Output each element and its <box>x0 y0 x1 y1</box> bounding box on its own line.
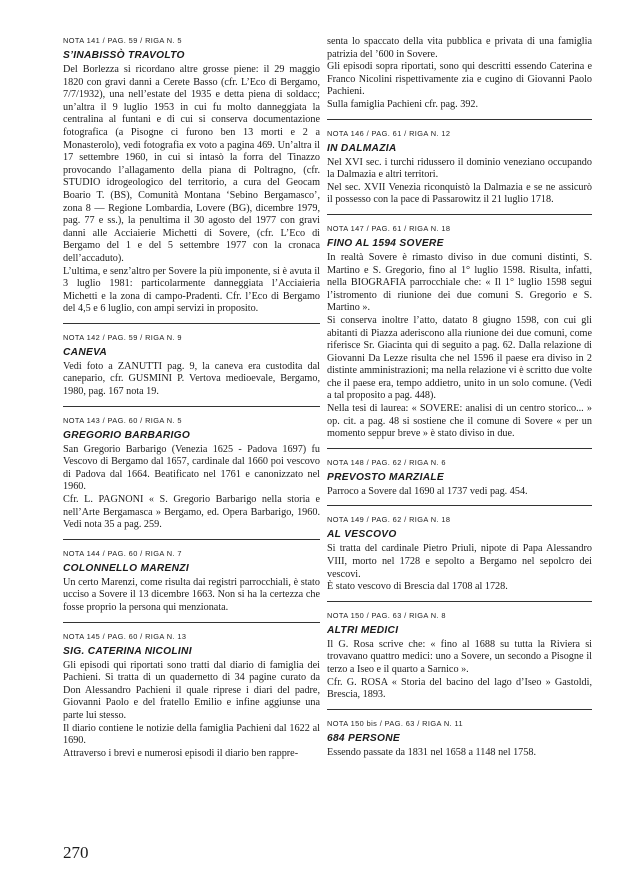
note-reference: NOTA 142 / PAG. 59 / RIGA N. 9 <box>63 332 182 342</box>
note-paragraph: Il diario contiene le notizie della famiglia Pachieni dal 1622 al 1690. <box>63 722 320 747</box>
note-entry <box>327 458 592 507</box>
note-paragraph: Gli episodi sopra riportati, sono qui descritti essendo Caterina e Franco Nicolini rispettivamente zia e cugino di Giovanni Paolo Pachieni. <box>327 61 592 98</box>
note-entry <box>63 416 320 540</box>
note-body <box>63 444 320 532</box>
note-reference: NOTA 143 / PAG. 60 / RIGA N. 5 <box>63 415 182 425</box>
note-reference: NOTA 147 / PAG. 61 / RIGA N. 18 <box>327 223 451 233</box>
note-title: PREVOSTO MARZIALE <box>327 471 444 483</box>
note-paragraph: Cfr. G. ROSA « Storia del bacino del lago d’Iseo » Gastoldi, Brescia, 1893. <box>327 676 592 701</box>
note-entry <box>327 36 592 120</box>
note-paragraph: Si conserva inoltre l’atto, datato 8 giugno 1598, con cui gli abitanti di Piazza aderiscono alla riunione dei due comuni, come riferisce Sr. Giacinta qui di seguito a pag. 62. Dalla relazione di Giovanni Da Lezze risulta che nel 1596 il paese era diviso in 2 distinte amministrazioni; ma nella relazione vi è scritto due volte che il paese era, tempo addietro, unito in un solo comune. (Vedi a tal proposito a pag. 448). <box>327 314 592 402</box>
note-reference: NOTA 141 / PAG. 59 / RIGA N. 5 <box>63 36 182 45</box>
note-body <box>327 252 592 441</box>
note-body <box>63 577 320 615</box>
note-paragraph: Si tratta del cardinale Pietro Priuli, nipote di Papa Alessandro VIII, morto nel 1728 e sepolto a Bergamo nel sepolcro dei vescovi. <box>327 543 592 580</box>
note-body <box>327 486 592 499</box>
note-entry <box>327 224 592 449</box>
note-entry <box>327 515 592 601</box>
note-title: SIG. CATERINA NICOLINI <box>63 645 192 657</box>
note-paragraph: Gli episodi qui riportati sono tratti dal diario di famiglia dei Pachieni. Si tratta di un quadernetto di 34 pagine curato da Don Alessandro Pachieni il quale riprese i diari del padre, Giovanni Paolo e del fratello Emilio e infine aggiunse una parte lui stesso. <box>63 659 320 721</box>
note-paragraph: senta lo spaccato della vita pubblica e privata di una famiglia patrizia del ’600 in Sovere. <box>327 36 592 60</box>
note-paragraph: È stato vescovo di Brescia dal 1708 al 1728. <box>327 581 508 593</box>
note-body <box>327 639 592 702</box>
note-reference: NOTA 146 / PAG. 61 / RIGA N. 12 <box>327 128 451 138</box>
note-body <box>327 543 592 593</box>
note-title: FINO AL 1594 SOVERE <box>327 237 444 249</box>
note-title: IN DALMAZIA <box>327 142 397 154</box>
note-body <box>63 64 320 316</box>
note-title: 684 PERSONE <box>327 732 400 744</box>
note-reference: NOTA 149 / PAG. 62 / RIGA N. 18 <box>327 515 451 525</box>
note-title: COLONNELLO MARENZI <box>63 562 189 574</box>
note-paragraph: Un certo Marenzi, come risulta dai registri parrocchiali, è stato ucciso a Sovere il 13 dicembre 1663. Non si ha la certezza che fosse proprio la persona qui menzionata. <box>63 576 320 613</box>
note-title: AL VESCOVO <box>327 529 397 541</box>
note-title: CANEVA <box>63 346 108 358</box>
left-column <box>63 36 320 776</box>
note-paragraph: Nel sec. XVII Venezia riconquistò la Dalmazia e se ne assicurò il possesso con la pace di Passarowitz il 21 luglio 1718. <box>327 181 592 206</box>
note-reference: NOTA 144 / PAG. 60 / RIGA N. 7 <box>63 548 182 558</box>
note-paragraph: Attraverso i brevi e numerosi episodi il diario ben rappre- <box>63 747 299 759</box>
page-number: 270 <box>63 843 89 862</box>
note-paragraph: Nel XVI sec. i turchi ridussero il dominio veneziano occupando la Dalmazia e altri territori. <box>327 156 592 181</box>
note-title: ALTRI MEDICI <box>327 624 399 636</box>
note-paragraph: San Gregorio Barbarigo (Venezia 1625 - Padova 1697) fu Vescovo di Bergamo dal 1657, cardinale dal 1660 poi vescovo di Padova dal 1664. Beatificato nel 1761 e canonizzato nel 1960. <box>63 443 320 493</box>
note-reference: NOTA 150 bis / PAG. 63 / RIGA N. 11 <box>327 718 463 728</box>
note-paragraph: L’ultima, e senz’altro per Sovere la più imponente, si è avuta il 3 luglio 1981: particolarmente danneggiata l’Acciaieria Michetti e la zona di campo-Pradenti. Cfr. l’Eco di Bergamo del 4,5 e 6 luglio, con ampi servizi in proposito. <box>63 265 320 315</box>
note-reference: NOTA 145 / PAG. 60 / RIGA N. 13 <box>63 631 187 641</box>
note-body <box>63 660 320 761</box>
note-paragraph: Nella tesi di laurea: « SOVERE: analisi di un centro storico... » op. cit. a pag. 48 si sostiene che il comune di Sovere « per un momento seppur breve » è stato diviso in due. <box>327 403 592 440</box>
note-paragraph: Vedi foto a ZANUTTI pag. 9, la caneva era custodita dal canepario, cfr. GUSMINI P. Vertova medioevale, Bergamo, 1980, pag. 167 nota 19. <box>63 360 320 398</box>
note-entry <box>327 129 592 215</box>
note-paragraph: Del Borlezza si ricordano altre grosse piene: il 29 maggio 1820 con gravi danni a Cerete Basso (cfr. L’Eco di Bergamo, 7/7/1932), una nell’estate del 1935 e detta piena di soldacc; un’altra il 9 luglio 1953 in cui fu molto danneggiata la centralina al funtani e di cui si conserva documentazione fotografica (a Pisogne ci furono ben 13 morti e 2 a Monasterolo), vedi fotografia ex voto a pagina 469. Un’altra il 17 settembre 1960, in cui si intasò la forra del Tinazzo provocando l’allagamento della piana di Poltragno, (cfr. STUDIO idrogeologico del territorio, a cura del Geocam Boario T. (BS), Comunità Montana ‘Sebino Bergamasco’, zona 8 — Regione Lombardia, Lovere (BG), dicembre 1979, pag. 77 e ss.), la penultima il 30 agosto del 1977 con gravi danni alle Acciaierie Michetti di Sovere, (cfr. L’Eco di Bergamo del 1 e del 5 settembre 1977 con la cronaca dell’accaduto). <box>63 64 320 264</box>
note-entry <box>63 632 320 768</box>
note-paragraph: Parroco a Sovere dal 1690 al 1737 vedi pag. 454. <box>327 485 528 497</box>
note-paragraph: In realtà Sovere è rimasto diviso in due comuni distinti, S. Martino e S. Gregorio, fino al 1° luglio 1598. Risulta, infatti, nella BIOGRAFIA parrocchiale che: « Il 1° luglio 1598 segui l’istromento di riunione dei due comuni S. Gregorio e S. Martino ». <box>327 251 592 314</box>
note-body <box>327 36 592 112</box>
right-column <box>327 36 592 775</box>
note-reference: NOTA 148 / PAG. 62 / RIGA N. 6 <box>327 457 446 467</box>
note-entry <box>327 611 592 710</box>
note-entry <box>63 36 320 324</box>
note-body <box>63 361 320 399</box>
note-paragraph: Cfr. L. PAGNONI « S. Gregorio Barbarigo nella storia e nell’Arte Bergamasca » Bergamo, ed. Opera Barbarigo, 1960. Vedi nota 35 a pag. 259. <box>63 494 320 531</box>
note-paragraph: Il G. Rosa scrive che: « fino al 1688 su tutta la Riviera si trovavano quattro medici: uno a Sovere, un secondo a Pisogne il terzo a Iseo e il quarto a Sarnico ». <box>327 638 592 675</box>
note-body <box>327 747 592 760</box>
note-body <box>327 157 592 207</box>
note-entry <box>63 333 320 407</box>
note-reference: NOTA 150 / PAG. 63 / RIGA N. 8 <box>327 610 446 620</box>
note-entry <box>327 719 592 767</box>
note-paragraph: Essendo passate da 1831 nel 1658 a 1148 nel 1758. <box>327 746 536 758</box>
note-title: GREGORIO BARBARIGO <box>63 429 191 441</box>
note-title: S’INABISSÒ TRAVOLTO <box>63 50 185 61</box>
note-entry <box>63 549 320 623</box>
note-paragraph: Sulla famiglia Pachieni cfr. pag. 392. <box>327 98 479 110</box>
